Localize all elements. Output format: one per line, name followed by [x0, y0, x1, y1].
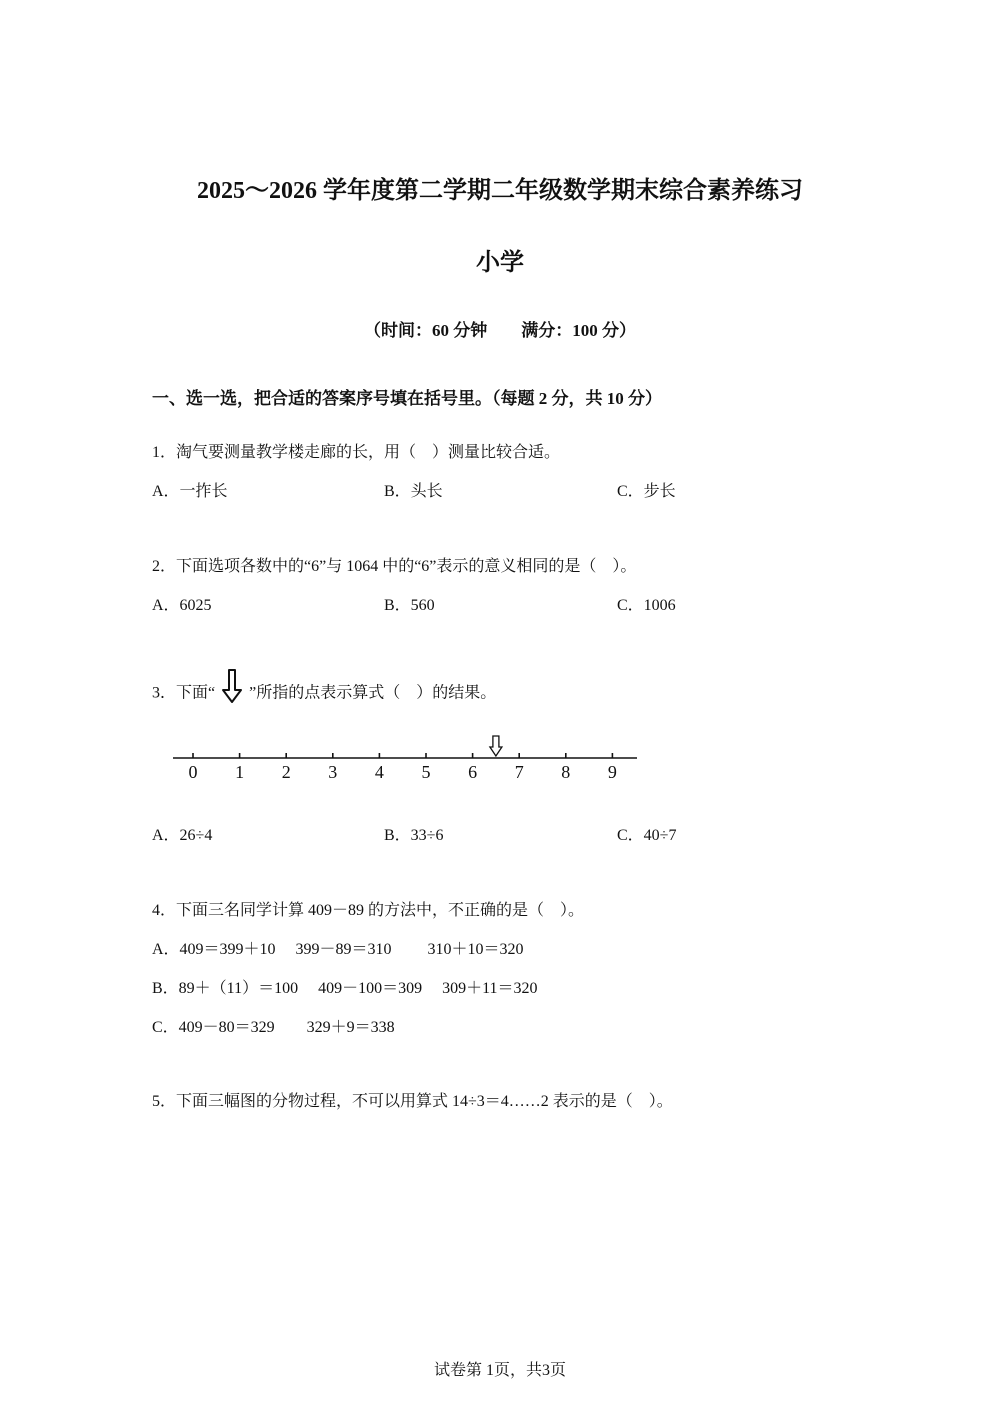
- tick-label: 8: [561, 762, 571, 782]
- tick-label: 6: [468, 762, 478, 782]
- down-arrow-icon: [221, 668, 243, 720]
- q4-option-c: C．409－80＝329 329＋9＝338: [152, 1019, 395, 1036]
- q2-option-c: C．1006: [617, 597, 676, 614]
- page-footer: 试卷第 1页，共3页: [433, 1362, 566, 1379]
- q4-option-a: A．409＝399＋10 399－89＝310 310＋10＝320: [152, 941, 524, 958]
- section-title: 一、选一选，把合适的答案序号填在括号里。（每题 2 分，共 10 分）: [152, 389, 662, 408]
- tick-label: 9: [607, 762, 617, 782]
- question-2: 2．下面选项各数中的“6”与 1064 中的“6”表示的意义相同的是（ ）。: [152, 558, 637, 575]
- q3-option-a: A．26÷4: [152, 827, 213, 844]
- time-info: （时间：60 分钟 满分：100 分）: [364, 321, 636, 340]
- q1-option-a: A．一拃长: [152, 483, 228, 500]
- q3-option-b: B．33÷6: [384, 827, 444, 844]
- tick-label: 7: [514, 762, 524, 782]
- q2-option-a: A．6025: [152, 597, 212, 614]
- question-1: 1．淘气要测量教学楼走廊的长，用（ ）测量比较合适。: [152, 444, 561, 461]
- q1-option-c: C．步长: [617, 483, 676, 500]
- question-3: [152, 668, 496, 720]
- number-line-arrow: [490, 736, 502, 756]
- q3-text-after: ”所指的点表示算式（ ）的结果。: [249, 684, 497, 702]
- question-5: 5．下面三幅图的分物过程，不可以用算式 14÷3＝4……2 表示的是（ ）。: [152, 1093, 673, 1110]
- exam-title: 2025～2026 学年度第二学期二年级数学期末综合素养练习: [197, 178, 803, 204]
- q2-option-b: B．560: [384, 597, 435, 614]
- tick-label: 4: [374, 762, 384, 782]
- q4-option-b: B．89＋（11）＝100 409－100＝309 309＋11＝320: [152, 980, 538, 997]
- tick-label: 3: [328, 762, 338, 782]
- question-4: 4．下面三名同学计算 409－89 的方法中，不正确的是（ ）。: [152, 902, 585, 919]
- tick-label: 2: [281, 762, 291, 782]
- q1-option-b: B．头长: [384, 483, 443, 500]
- q3-text-before: 3．下面“: [152, 684, 216, 702]
- tick-label: 1: [235, 762, 245, 782]
- q3-option-c: C．40÷7: [617, 827, 677, 844]
- number-line: [165, 728, 645, 788]
- school-name: 小学: [476, 250, 524, 276]
- tick-label: 5: [421, 762, 431, 782]
- tick-label: 0: [188, 762, 198, 782]
